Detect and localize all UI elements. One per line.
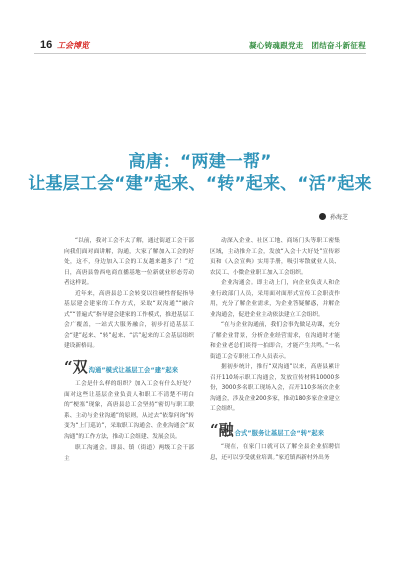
header-divider [34,53,366,54]
right-column [210,236,340,463]
paragraph: 职工沟通会。即县、镇（街道）两级工会干部主 [64,445,194,462]
header-tagline: 凝心铸魂跟党走 团结奋斗新征程 [249,41,366,50]
author-bullet-icon [319,213,326,220]
section-heading-initial: “双 [64,357,88,376]
title-line-1: 高唐：“两建一帮” [128,152,272,172]
paragraph: 工会是什么样的组织？加入工会有什么好处？面对这些让基层企业负责人和职工不清楚不明白的“梗塞”现象，高唐县总工会坚持“密切与职工联系、主动与企业沟通”的原则，从过去“依靠问询”转变为“上门巡访”，采取职工沟通会、企业沟通会“双沟通”的工作方法，推动工会组建、发展会员。 [64,381,194,440]
section-heading-text: 合式”服务让基层工会“转”起来 [234,429,325,437]
section-heading-text: 沟通”模式让基层工会“建”起来 [88,366,179,374]
magazine-name: 工会博览 [57,41,89,50]
section-heading [210,422,340,440]
article-title [0,151,400,195]
byline [319,212,348,221]
left-column [64,236,194,464]
title-line-2: 让基层工会“建”起来、“转”起来、“活”起来 [28,174,372,194]
author-name: 孙海芝 [329,214,348,221]
paragraph: “现在，在家门口就可以了解全县企业招聘信息，还可以享受就业培训。”家近镇西新村外出务 [210,444,340,461]
paragraph: “以前，我对工会不太了解，通过街道工会干部向我们面对面讲解，沟通，大家了解加入工会的好处，这不，身边加入工会的工友越来越多了！”近日，高唐县鲁西电商直播基地一位新就业形态劳动者这样说。 [64,238,194,286]
paragraph: 企业沟通会。即主动上门，向企业负责人和企业行政部门人员，采用面对面形式宣传工会职责作用，充分了解企业需求，为企业答疑解惑，并解企业沟通会，促进企业主动依法建立工会组织。 [210,280,340,318]
section-heading [64,359,194,377]
section-heading-initial: “融 [210,420,234,439]
paragraph: 据初步统计，推行“双沟通”以来，高唐县累计召开110场示职工沟通会，发放宣传材料10000多份，3000多名职工现场入会，召开110多场次企业沟通会，涉及企业200多家，推动180多家企业建立工会组织。 [210,364,340,412]
paragraph: 动深入企业、社区工地、商场门头等职工密集区域，主动推介工会，发放“入会十大好处”宣传彩页和《入会宣典》实用手册，吸引零散就业人员、农民工、小微企业职工加入工会组织。 [210,238,340,276]
paragraph: 近年来，高唐县总工会转变以往硬性督促指导基层建会建家的工作方式，采取“双沟通”“融合式”“普遍式”指导建会建家的工作模式，推进基层工会广覆盖，一站式大服务融合，初步打造基层工会“建”起来、“转”起来、“活”起来的工会基层组织建设新格局。 [64,290,194,349]
page-number: 16 [40,39,53,51]
paragraph: “在与企业沟通前，我们会事先做足功课，充分了解企业背景，分析企业经营需求，在沟通时才能和企业老总们谈得一拍即合，才能产生共鸣。”一名街道工会专职社工作人员表示。 [210,322,340,360]
